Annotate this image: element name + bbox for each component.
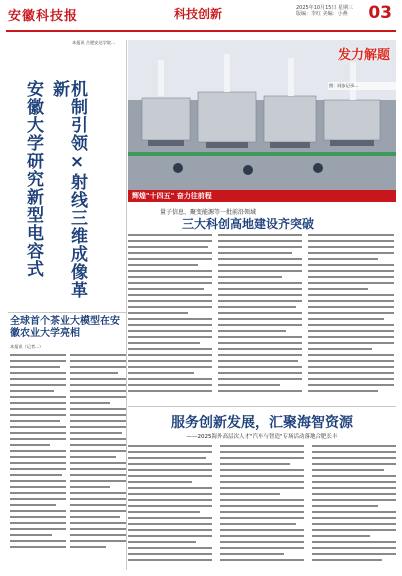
photo-stamp: 发力解题 [337,48,390,63]
masthead-rule [6,30,396,32]
section-divider [128,406,396,407]
lead-headline [10,40,87,310]
feature-column-1 [128,232,212,402]
section-title: 科技创新 [174,7,223,21]
text-lines [218,232,302,400]
kicker-banner: 辉煌"十四五" 奋力往前程 [128,190,396,202]
lead-intro: 本报讯 合肥安达学院... [72,40,116,45]
feature-column-2 [218,232,302,402]
left-article-headline: 全球首个茶业大模型在安徽农业大学亮相 [10,316,120,339]
column-divider [126,40,127,570]
feature-subheading: 量子信息、聚变能源等一批前沿领域 [160,209,257,216]
photo-caption: 图：同步记录... [328,82,396,90]
left-article-lead: 本报讯（记者...） [10,344,44,349]
text-lines [308,232,394,400]
bottom-article-body [128,443,396,571]
page-number: 03 [368,3,392,23]
text-lines [128,232,212,400]
feature-headline: 三大科创高地建设齐突破 [182,217,315,231]
lead-body-text [72,40,124,46]
newspaper-brand: 安徽科技报 [8,9,79,24]
section-divider [8,312,126,313]
issue-date [296,5,354,17]
bottom-article-headline: 服务创新发展，汇聚海智资源 [171,415,353,431]
text-lines [128,443,396,569]
left-article-body [10,344,126,562]
editor-line: 版编：李红 美编：小燕 [296,11,348,17]
date-line: 2025年10月15日 星期三 [296,5,354,11]
masthead [6,3,396,29]
lead-headline-line1: 机制引领×射线三维成像革新 [49,80,87,299]
feature-column-3 [308,232,394,402]
lead-photo [128,40,396,190]
bottom-article-subheadline: ——2025海外高层次人才"汽车与智造"专场活动落地合肥长丰 [186,434,338,440]
lead-headline-line2: 安徽大学研究新型电容式 [23,80,43,278]
text-lines [10,350,126,560]
